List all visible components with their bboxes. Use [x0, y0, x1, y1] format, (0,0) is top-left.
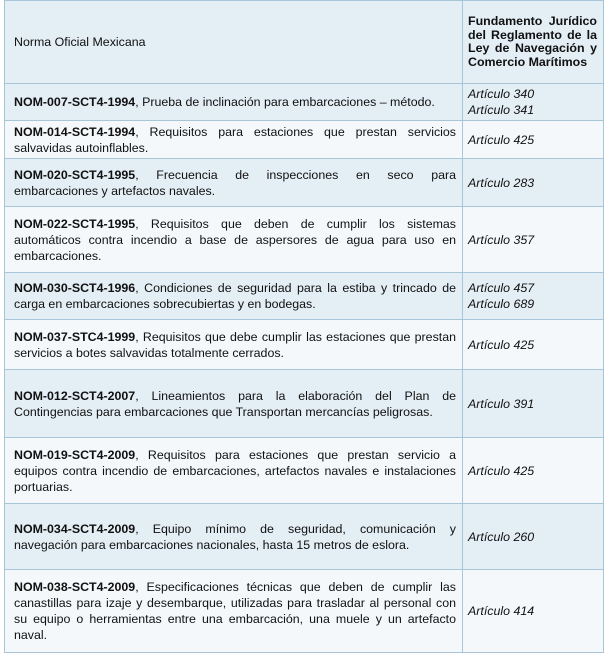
table-header-row	[5, 1, 604, 84]
article-ref: Artículo 341	[468, 103, 535, 117]
article-cell	[463, 504, 604, 570]
nom-code: NOM-034-SCT4-2009	[14, 521, 136, 536]
norma-cell	[5, 570, 463, 653]
nom-code: NOM-022-SCT4-1995	[14, 216, 136, 231]
norma-cell	[5, 438, 463, 504]
nom-description: , Frecuencia de inspecciones en seco para embarcaciones y artefactos navales.	[14, 167, 456, 198]
nom-code: NOM-020-SCT4-1995	[14, 167, 136, 182]
table-row	[5, 121, 604, 159]
table-row	[5, 159, 604, 207]
article-ref: Artículo 414	[468, 604, 535, 618]
norma-cell	[5, 84, 463, 121]
norma-cell	[5, 370, 463, 438]
norma-cell	[5, 320, 463, 370]
nom-description: , Lineamientos para la elaboración del Plan de Contingencias para embarcaciones que Transportan mercancías peligrosas.	[14, 388, 456, 419]
nom-code: NOM-037-STC4-1999	[14, 329, 136, 344]
article-cell	[463, 370, 604, 438]
nom-code: NOM-038-SCT4-2009	[14, 580, 136, 594]
table-row	[5, 320, 604, 370]
nom-description: , Equipo mínimo de seguridad, comunicación y navegación para embarcaciones nacionales, hasta 15 metros de eslora.	[14, 521, 456, 552]
article-cell	[463, 207, 604, 273]
nom-code: NOM-007-SCT4-1994	[14, 95, 136, 109]
nom-description: , Condiciones de seguridad para la estiba y trincado de carga en embarcaciones sobrecubiertas y en bodegas.	[14, 281, 456, 311]
nom-table-container	[4, 0, 603, 657]
table-row	[5, 207, 604, 273]
article-ref: Artículo 260	[468, 529, 535, 544]
nom-code: NOM-014-SCT4-1994	[14, 124, 136, 139]
header-fundamento: Fundamento Jurídico del Reglamento de la Ley de Navegación y Comercio Marítimos	[463, 1, 604, 84]
article-ref: Artículo 357	[468, 232, 535, 247]
article-cell	[463, 84, 604, 121]
article-ref: Artículo 391	[468, 396, 535, 411]
norma-cell	[5, 504, 463, 570]
article-ref: Artículo 689	[468, 297, 535, 311]
nom-description: , Especificaciones técnicas que deben de cumplir las canastillas para izaje y desembarque, utilizadas para trasladar al personal con su equipo o herramientas entre una embarcación, una muele y un artefacto naval.	[14, 580, 456, 642]
article-cell	[463, 438, 604, 504]
table-row	[5, 84, 604, 121]
norma-cell	[5, 207, 463, 273]
nom-description: , Requisitos que debe cumplir las estaciones que prestan servicios a botes salvavidas totalmente cerrados.	[14, 329, 456, 360]
norma-cell	[5, 159, 463, 207]
nom-description: , Requisitos que deben de cumplir los sistemas automáticos contra incendio a base de aspersores de agua para uso en embarcaciones.	[14, 216, 456, 263]
nom-code: NOM-012-SCT4-2007	[14, 388, 136, 403]
nom-table	[4, 0, 604, 653]
nom-description: , Requisitos para estaciones que prestan servicio a equipos contra incendio de embarcaciones, artefactos navales e instalaciones portuarias.	[14, 447, 456, 494]
norma-cell	[5, 273, 463, 320]
nom-description: , Requisitos para estaciones que prestan servicios salvavidas autoinflables.	[14, 124, 456, 155]
table-row	[5, 570, 604, 653]
article-cell	[463, 159, 604, 207]
table-row	[5, 273, 604, 320]
table-row	[5, 504, 604, 570]
nom-code: NOM-030-SCT4-1996	[14, 281, 136, 295]
article-ref: Artículo 340	[468, 87, 535, 101]
article-cell	[463, 121, 604, 159]
nom-code: NOM-019-SCT4-2009	[14, 447, 136, 462]
article-ref: Artículo 283	[468, 175, 535, 190]
header-norma: Norma Oficial Mexicana	[5, 1, 463, 84]
article-cell	[463, 273, 604, 320]
table-row	[5, 438, 604, 504]
article-ref: Artículo 425	[468, 132, 535, 147]
norma-cell	[5, 121, 463, 159]
article-ref: Artículo 457	[468, 281, 535, 295]
table-row	[5, 370, 604, 438]
article-ref: Artículo 425	[468, 337, 535, 352]
article-ref: Artículo 425	[468, 463, 535, 478]
article-cell	[463, 320, 604, 370]
article-cell	[463, 570, 604, 653]
nom-description: , Prueba de inclinación para embarcaciones – método.	[135, 95, 435, 109]
